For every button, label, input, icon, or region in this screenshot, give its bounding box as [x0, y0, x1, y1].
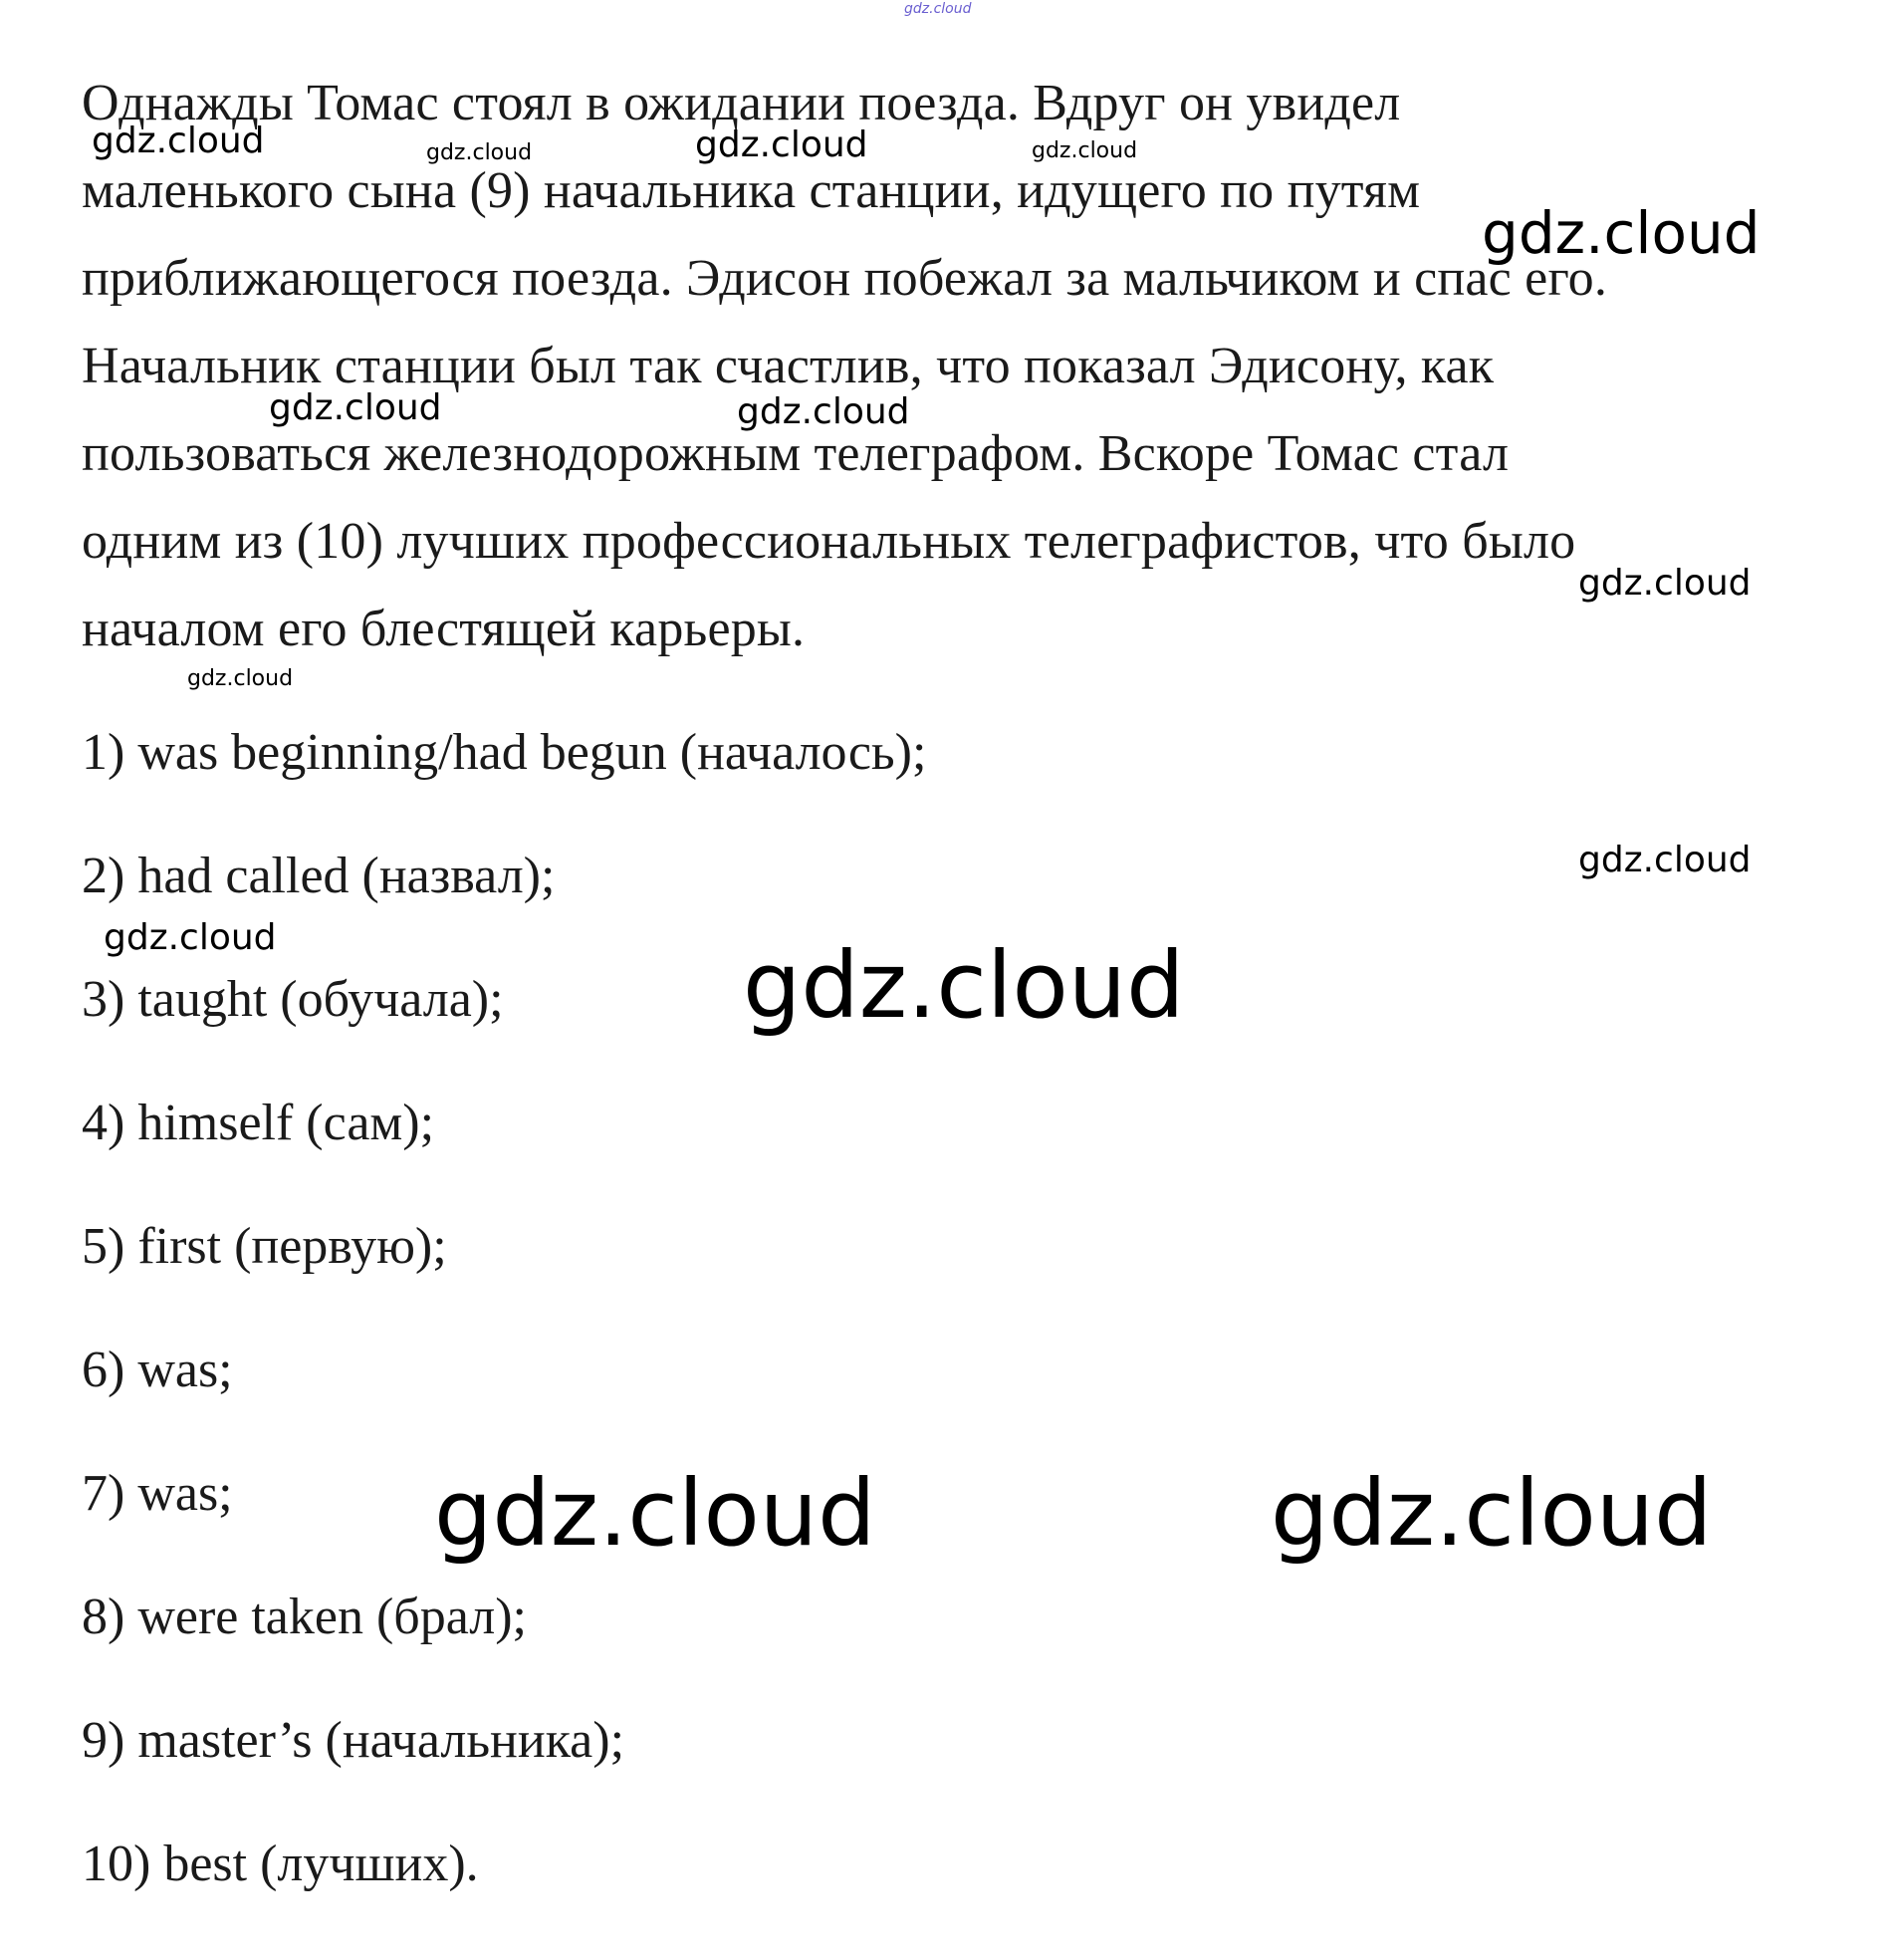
watermark: gdz.cloud	[187, 666, 294, 691]
answer-item: 7) was;	[82, 1465, 233, 1522]
watermark: gdz.cloud	[1482, 199, 1761, 267]
watermark: gdz.cloud	[104, 917, 277, 958]
watermark: gdz.cloud	[1578, 840, 1752, 880]
answer-item: 9) master’s (начальника);	[82, 1712, 625, 1769]
paragraph-line: Однажды Томас стоял в ожидании поезда. Вдруг он увидел	[82, 75, 1401, 131]
watermark: gdz.cloud	[695, 124, 868, 165]
watermark-top: gdz.cloud	[904, 1, 972, 17]
watermark: gdz.cloud	[1578, 563, 1752, 604]
answer-item: 4) himself (сам);	[82, 1095, 435, 1151]
paragraph-line: приближающегося поезда. Эдисон побежал за мальчиком и спас его.	[82, 250, 1608, 307]
watermark: gdz.cloud	[1271, 1460, 1713, 1567]
answer-item: 2) had called (назвал);	[82, 848, 556, 904]
answer-item: 8) were taken (брал);	[82, 1589, 527, 1645]
answer-item: 10) best (лучших).	[82, 1836, 479, 1892]
watermark: gdz.cloud	[743, 932, 1185, 1039]
paragraph-line: пользоваться железнодорожным телеграфом. Вскоре Томас стал	[82, 425, 1510, 482]
answer-item: 1) was beginning/had begun (началось);	[82, 724, 927, 781]
watermark: gdz.cloud	[1032, 138, 1138, 163]
watermark: gdz.cloud	[426, 140, 533, 165]
answer-item: 3) taught (обучала);	[82, 971, 504, 1028]
answer-item: 5) first (первую);	[82, 1218, 447, 1275]
watermark: gdz.cloud	[434, 1460, 876, 1567]
paragraph-line: одним из (10) лучших профессиональных телеграфистов, что было	[82, 513, 1576, 570]
watermark: gdz.cloud	[92, 121, 265, 161]
paragraph-line: началом его блестящей карьеры.	[82, 601, 806, 657]
paragraph-line: маленького сына (9) начальника станции, идущего по путям	[82, 162, 1421, 219]
watermark: gdz.cloud	[269, 387, 442, 428]
watermark: gdz.cloud	[737, 391, 910, 432]
paragraph-line: Начальник станции был так счастлив, что показал Эдисону, как	[82, 338, 1495, 394]
answer-item: 6) was;	[82, 1342, 233, 1398]
